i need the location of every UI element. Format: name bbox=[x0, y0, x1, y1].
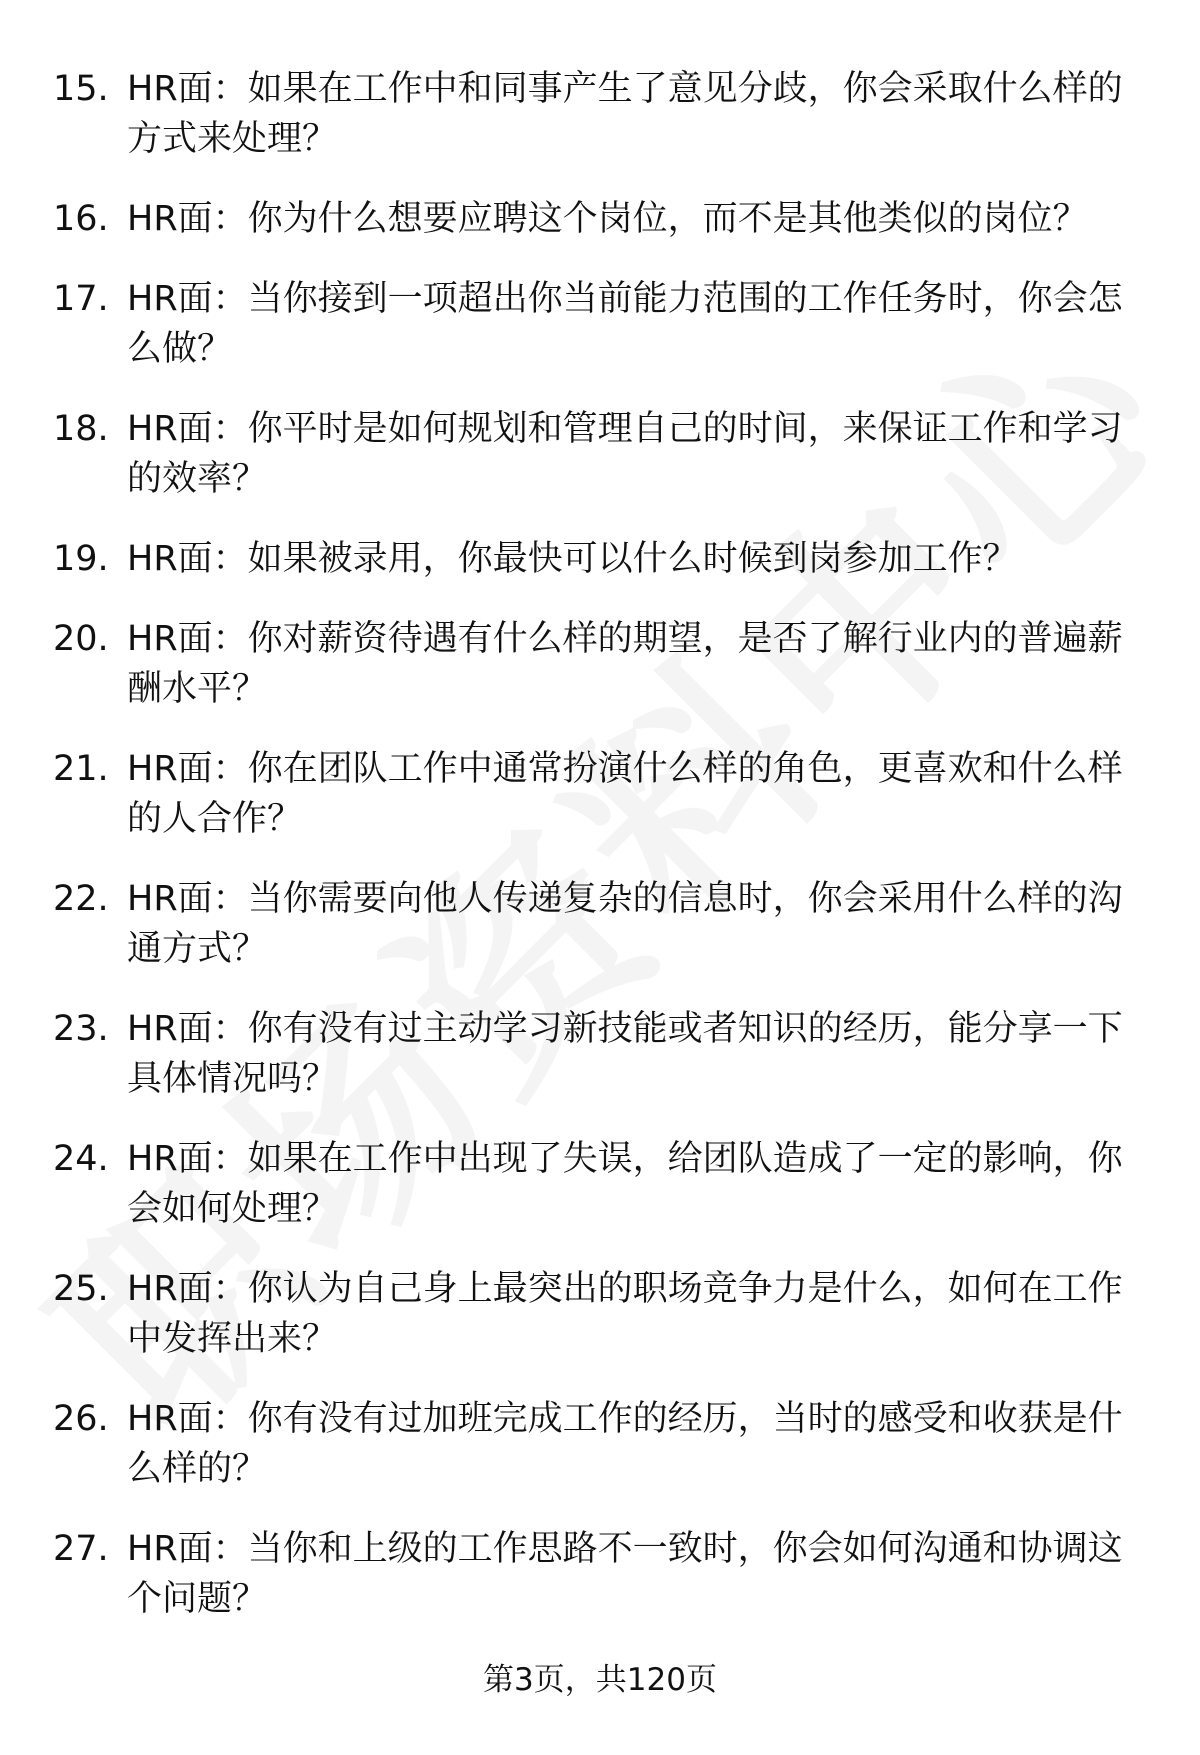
question-number: 21. bbox=[53, 749, 109, 789]
question-item bbox=[0, 1004, 1200, 1104]
question-text: HR面：当你接到一项超出你当前能力范围的工作任务时，你会怎么做？ bbox=[127, 279, 1123, 369]
question-number: 18. bbox=[53, 409, 109, 449]
question-text: HR面：你在团队工作中通常扮演什么样的角色，更喜欢和什么样的人合作？ bbox=[127, 749, 1123, 839]
question-item bbox=[0, 404, 1200, 504]
question-number: 16. bbox=[53, 199, 109, 239]
question-text: HR面：你平时是如何规划和管理自己的时间，来保证工作和学习的效率？ bbox=[127, 409, 1123, 499]
question-item bbox=[0, 1394, 1200, 1494]
question-text: HR面：你有没有过加班完成工作的经历，当时的感受和收获是什么样的？ bbox=[127, 1399, 1123, 1489]
question-number: 24. bbox=[53, 1139, 109, 1179]
question-number: 26. bbox=[53, 1399, 109, 1439]
question-text: HR面：如果在工作中出现了失误，给团队造成了一定的影响，你会如何处理？ bbox=[127, 1139, 1123, 1229]
question-item bbox=[0, 1524, 1200, 1624]
question-text: HR面：你对薪资待遇有什么样的期望，是否了解行业内的普遍薪酬水平？ bbox=[127, 619, 1123, 709]
question-list bbox=[0, 64, 1200, 1654]
question-number: 19. bbox=[53, 539, 109, 579]
question-item bbox=[0, 274, 1200, 374]
question-number: 20. bbox=[53, 619, 109, 659]
question-number: 23. bbox=[53, 1009, 109, 1049]
question-item bbox=[0, 64, 1200, 164]
question-number: 15. bbox=[53, 69, 109, 109]
question-item bbox=[0, 614, 1200, 714]
question-text: HR面：你有没有过主动学习新技能或者知识的经历，能分享一下具体情况吗？ bbox=[127, 1009, 1123, 1099]
question-item bbox=[0, 874, 1200, 974]
question-number: 22. bbox=[53, 879, 109, 919]
question-number: 25. bbox=[53, 1269, 109, 1309]
question-text: HR面：你认为自己身上最突出的职场竞争力是什么，如何在工作中发挥出来？ bbox=[127, 1269, 1123, 1359]
question-item bbox=[0, 1264, 1200, 1364]
question-number: 17. bbox=[53, 279, 109, 319]
question-text: HR面：你为什么想要应聘这个岗位，而不是其他类似的岗位？ bbox=[127, 199, 1088, 239]
question-text: HR面：当你和上级的工作思路不一致时，你会如何沟通和协调这个问题？ bbox=[127, 1529, 1123, 1619]
question-item bbox=[0, 534, 1200, 584]
question-text: HR面：当你需要向他人传递复杂的信息时，你会采用什么样的沟通方式？ bbox=[127, 879, 1123, 969]
question-item bbox=[0, 194, 1200, 244]
question-text: HR面：如果被录用，你最快可以什么时候到岗参加工作？ bbox=[127, 539, 1018, 579]
question-item bbox=[0, 744, 1200, 844]
question-text: HR面：如果在工作中和同事产生了意见分歧，你会采取什么样的方式来处理？ bbox=[127, 69, 1123, 159]
question-item bbox=[0, 1134, 1200, 1234]
question-number: 27. bbox=[53, 1529, 109, 1569]
page-footer: 第3页，共120页 bbox=[483, 1662, 717, 1698]
